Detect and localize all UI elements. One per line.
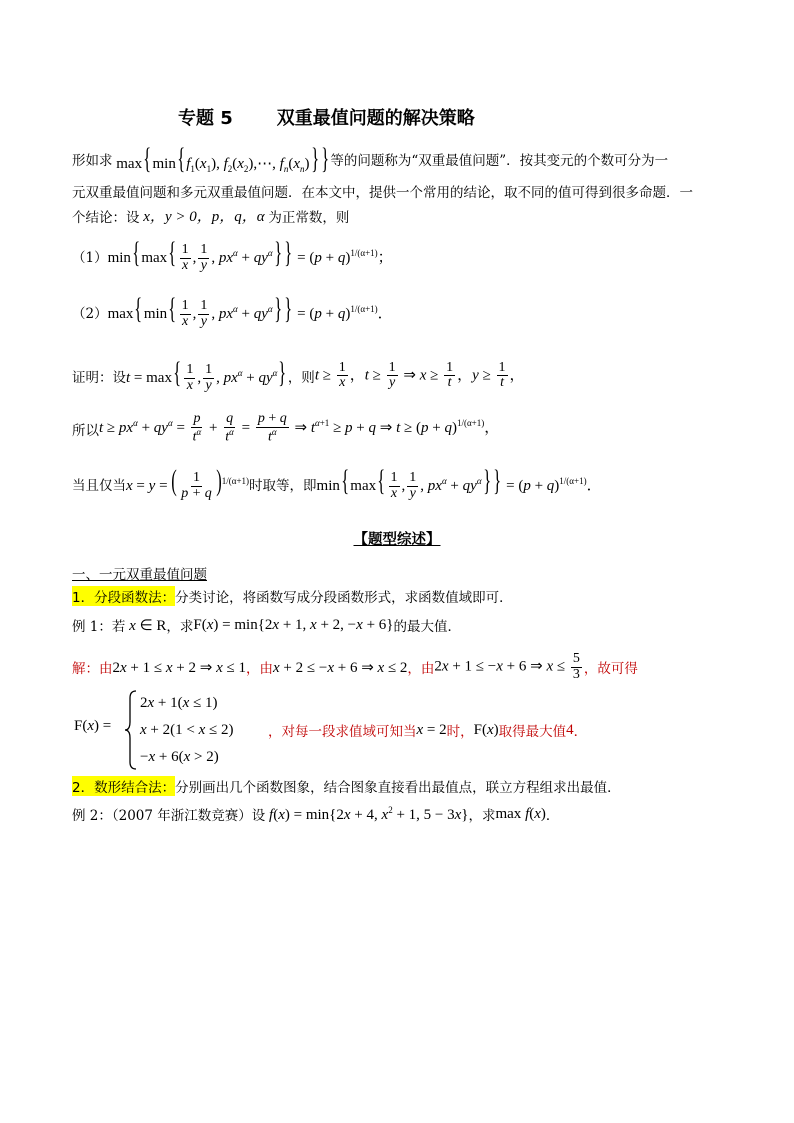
example-2: 例 2：（2007 年浙江数竞赛）设 f(x) = min{2x + 4, $x^2 + 1$, 5 − 3x} ，求 max f(x) ． xyxy=(72,804,560,824)
proof-line-2: 所以 $t \ge px^\alpha + qy^\alpha$ = $\frac{p}{t^\alpha}$ + $\frac{q}{t^\alpha}$ = $\frac{p + q}{t^\alpha}$ ⇒ $t^{\alpha+1} \ge p + q$ ⇒ $t \ge (p + q)^{1/(\alpha+1)}$， xyxy=(72,411,500,445)
conclusion-2: （2） max{min{ $\frac{1}{x}$ , $\frac{1}{y}$ , $px^\alpha + qy^\alpha\}\} = (p + q)^{1/(\alpha+1)}$． xyxy=(72,292,393,330)
formula-sol1-x2: x = 2 xyxy=(416,721,447,738)
piecewise-case-3: −x + 6(x > 2) xyxy=(140,749,219,765)
formula-proof-chain: $t \ge px^\alpha + qy^\alpha$ = $\frac{p}{t^\alpha}$ + $\frac{q}{t^\alpha}$ = $\frac{p + q}{t^\alpha}$ ⇒ $t^{\alpha+1} \ge p + q$ ⇒ $t \ge (p + q)^{1/(\alpha+1)}$， xyxy=(99,411,500,445)
formula-ex1-domain: x ∈ R xyxy=(129,617,167,634)
piecewise-cases xyxy=(140,690,234,771)
formula-equality-result: min{max{ $\frac{1}{x}$ , $\frac{1}{y}$ , $px^\alpha + qy^\alpha\}\} = (p + q)^{1/(\alpha+1)}$． xyxy=(316,464,602,502)
formula-sol1-c: 2x + 1 ≤ −x + 6 ⇒ x ≤ $\frac{5}{3}$ xyxy=(434,651,580,682)
topic-name: 双重最值问题的解决策略 xyxy=(276,108,475,129)
page-title xyxy=(178,104,475,130)
formula-proof-ineq: t ≥ $\frac{1}{x}$ ，t ≥ $\frac{1}{y}$ ⇒ x ≥ $\frac{1}{t}$ ，y ≥ $\frac{1}{t}$ ， xyxy=(314,359,525,391)
proof-line-1: 证明：设 t = max{ $\frac{1}{x}$ , $\frac{1}{y}$ , $px^\alpha + qy^\alpha$} ，则 t ≥ $\frac{1}{x}$ ，t ≥ $\frac{1}{y}$ ⇒ x ≥ $\frac{1}{t}$ ，y ≥ $\frac{1}{t}$ ， xyxy=(72,356,525,394)
method-2-desc: 分别画出几个函数图象，结合图象直接看出最值点，联立方程组求出最值． xyxy=(175,780,621,796)
method-1 xyxy=(72,586,513,606)
conclusion-1: （1） min{max{ $\frac{1}{x}$ , $\frac{1}{y}$ , $px^\alpha + qy^\alpha\}\} = (p + q)^{1/(\alpha+1)}$； xyxy=(72,236,393,274)
method-1-label: 1．分段函数法： xyxy=(72,586,175,606)
formula-sol1-a: 2x + 1 ≤ x + 2 ⇒ x ≤ 1 xyxy=(112,659,246,676)
piecewise-brace xyxy=(124,690,138,770)
piecewise-case-2: x + 2(1 < x ≤ 2) xyxy=(140,722,234,738)
formula-conclusion-1: min{max{ $\frac{1}{x}$ , $\frac{1}{y}$ , $px^\alpha + qy^\alpha\}\} = (p + q)^{1/(\alpha+1)}$； xyxy=(107,236,393,274)
section-heading: 【题型综述】 xyxy=(353,532,441,548)
piecewise-case-1: 2x + 1(x ≤ 1) xyxy=(140,695,218,711)
topic-number: 专题 5 xyxy=(178,108,233,129)
solution-1-line-2: ，对每一段求值域可知当 x = 2 时， F(x) 取得最大值 4 ． xyxy=(268,721,588,740)
proof-line-3: 当且仅当 x = y = ( $\frac{1}{p + q}$ )$^{1/(\alpha+1)}$ 时取等，即 min{max{ $\frac{1}{x}$ , $\frac{1}{y}$ , $px^\alpha + qy^\alpha\}\} = (p + q)^{1/(\alpha+1)}$． xyxy=(72,464,602,502)
formula-ex2-max: max f(x) xyxy=(495,805,546,822)
intro-suffix: 等的问题称为“双重最值问题”．按其变元的个数可分为一 xyxy=(330,153,669,169)
example-1: 例 1：若 x ∈ R ，求 F(x) = min{2x + 1, x + 2, −x + 6} 的最大值． xyxy=(72,616,461,635)
formula-sol1-b: x + 2 ≤ −x + 6 ⇒ x ≤ 2 xyxy=(272,659,408,676)
method-2-label: 2．数形结合法： xyxy=(72,776,175,796)
formula-sol1-F: F(x) xyxy=(473,721,499,738)
formula-ex1-function: F(x) = min{2x + 1, x + 2, −x + 6} xyxy=(193,616,394,633)
piecewise-label: F(x) = xyxy=(74,718,112,734)
subheading-1: 一、一元双重最值问题 xyxy=(72,567,207,583)
formula-equality: x = y = ( $\frac{1}{p + q}$ )$^{1/(\alpha+1)}$ xyxy=(126,464,250,502)
intro-line-2: 元双重最值问题和多元双重最值问题．在本文中，提供一个常用的结论，取不同的值可得到很多命题．一 xyxy=(72,185,693,201)
formula-conclusion-2: max{min{ $\frac{1}{x}$ , $\frac{1}{y}$ , $px^\alpha + qy^\alpha\}\} = (p + q)^{1/(\alpha+1)}$． xyxy=(107,292,393,330)
intro-line-1 xyxy=(72,144,668,174)
intro-line-3: 个结论：设 x，y > 0，p，q，α 为正常数，则 xyxy=(72,205,349,226)
intro-prefix: 形如求 xyxy=(72,153,113,169)
solution-1-line-1: 解： 由 2x + 1 ≤ x + 2 ⇒ x ≤ 1 ，由 x + 2 ≤ −x + 6 ⇒ x ≤ 2 ，由 2x + 1 ≤ −x + 6 ⇒ x ≤ $\frac{5}{3}$ ，故可得 xyxy=(72,651,638,682)
method-1-desc: 分类讨论，将函数写成分段函数形式，求函数值域即可． xyxy=(175,590,513,606)
formula-vars: x，y > 0，p，q，α xyxy=(139,209,269,225)
formula-proof-t: t = max{ $\frac{1}{x}$ , $\frac{1}{y}$ , $px^\alpha + qy^\alpha$} xyxy=(126,356,287,394)
formula-max-min: $\max\{\min\{f_1(x_1)$, $f_2(x_2),\cdots$, $f_n(x_n)$}} xyxy=(112,142,330,175)
solution-1-max-value: 4 xyxy=(566,721,574,738)
formula-ex2-function: f(x) = min{2x + 4, $x^2 + 1$, 5 − 3x} xyxy=(269,804,469,823)
method-2 xyxy=(72,776,621,796)
